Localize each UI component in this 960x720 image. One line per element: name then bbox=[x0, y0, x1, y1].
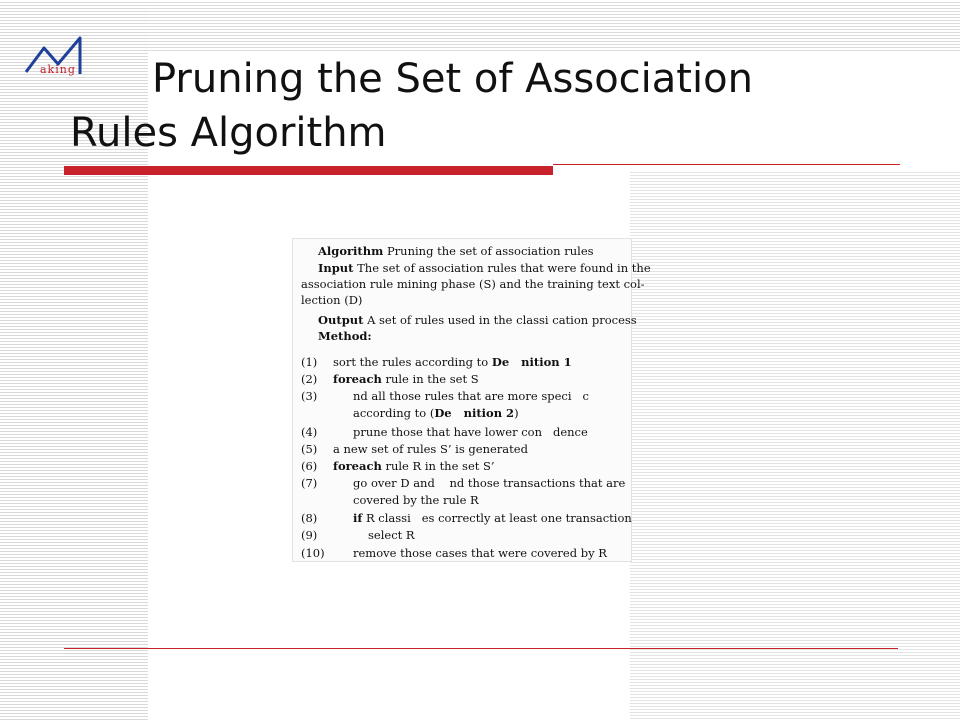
algorithm-input-text-3: lection (D) bbox=[301, 293, 363, 307]
algorithm-input-text-2: association rule mining phase (S) and the training text col- bbox=[301, 277, 645, 291]
algorithm-step-text-part: R classi es correctly at least one transaction bbox=[362, 511, 632, 525]
algorithm-step-text-part: go over D and nd those transactions that are bbox=[353, 476, 626, 490]
algorithm-step-text-part: De nition 1 bbox=[491, 355, 572, 369]
algorithm-input-text-1: The set of association rules that were found in the bbox=[357, 261, 651, 275]
algorithm-step-text bbox=[368, 528, 415, 542]
algorithm-step-text-part: remove those cases that were covered by R bbox=[353, 546, 607, 560]
algorithm-figure bbox=[292, 238, 651, 562]
background-stripes-top bbox=[148, 0, 960, 52]
algorithm-step-text-part: foreach bbox=[333, 372, 382, 386]
algorithm-step-text-part: ) bbox=[514, 406, 519, 420]
algorithm-step-number: (5) bbox=[301, 442, 318, 456]
algorithm-input bbox=[318, 261, 651, 275]
algorithm-step-text bbox=[333, 442, 528, 456]
footer-divider bbox=[64, 648, 898, 649]
algorithm-output bbox=[318, 313, 637, 327]
algorithm-header bbox=[318, 244, 594, 258]
algorithm-step-number: (8) bbox=[301, 511, 318, 525]
algorithm-header-label: Algorithm bbox=[318, 244, 384, 258]
algorithm-step-text bbox=[353, 389, 589, 403]
algorithm-output-text: A set of rules used in the classi cation process bbox=[367, 313, 637, 327]
algorithm-step-text-part: a new set of rules S’ is generated bbox=[333, 442, 528, 456]
algorithm-step-number: (6) bbox=[301, 459, 318, 473]
algorithm-step-text-part: sort the rules according to bbox=[333, 355, 492, 369]
algorithm-step-number: (2) bbox=[301, 372, 318, 386]
algorithm-step-text-part: if bbox=[353, 511, 363, 525]
algorithm-step-number: (1) bbox=[301, 355, 318, 369]
slide-title-line-1: Pruning the Set of Association bbox=[152, 56, 753, 102]
algorithm-step-text-part: prune those that have lower con dence bbox=[353, 425, 588, 439]
algorithm-step-text-part: according to ( bbox=[353, 406, 435, 420]
slide-title-line-2: Rules Algorithm bbox=[70, 110, 387, 156]
algorithm-step-number: (7) bbox=[301, 476, 318, 490]
title-underline-thick bbox=[64, 166, 553, 175]
algorithm-step-text bbox=[353, 476, 625, 490]
algorithm-step-text bbox=[333, 372, 479, 386]
algorithm-method-label: Method: bbox=[318, 329, 372, 343]
algorithm-header-text: Pruning the set of association rules bbox=[386, 244, 594, 258]
algorithm-step-number: (3) bbox=[301, 389, 318, 403]
algorithm-step-text bbox=[353, 406, 519, 420]
background-stripes-right bbox=[630, 170, 960, 720]
logo-text: aking bbox=[40, 63, 76, 76]
algorithm-step-text-part: select R bbox=[368, 528, 415, 542]
algorithm-step-text-part: rule R in the set S’ bbox=[381, 459, 495, 473]
title-underline-thin bbox=[553, 164, 900, 165]
algorithm-step-text bbox=[333, 459, 495, 473]
algorithm-step-text bbox=[353, 425, 588, 439]
algorithm-step-text bbox=[353, 511, 632, 525]
algorithm-step-text bbox=[353, 493, 479, 507]
algorithm-step-text-part: covered by the rule R bbox=[353, 493, 479, 507]
algorithm-step-number: (9) bbox=[301, 528, 318, 542]
algorithm-output-label: Output bbox=[318, 313, 364, 327]
algorithm-step-text-part: nd all those rules that are more speci c bbox=[353, 389, 589, 403]
algorithm-step-text bbox=[333, 355, 572, 369]
algorithm-step-text-part: foreach bbox=[333, 459, 382, 473]
slide-title bbox=[70, 52, 910, 160]
algorithm-input-label: Input bbox=[318, 261, 354, 275]
algorithm-step-number: (10) bbox=[301, 546, 325, 560]
algorithm-step-text-part: rule in the set S bbox=[381, 372, 479, 386]
algorithm-step-text bbox=[353, 546, 607, 560]
algorithm-step-text-part: De nition 2 bbox=[434, 406, 515, 420]
algorithm-step-number: (4) bbox=[301, 425, 318, 439]
